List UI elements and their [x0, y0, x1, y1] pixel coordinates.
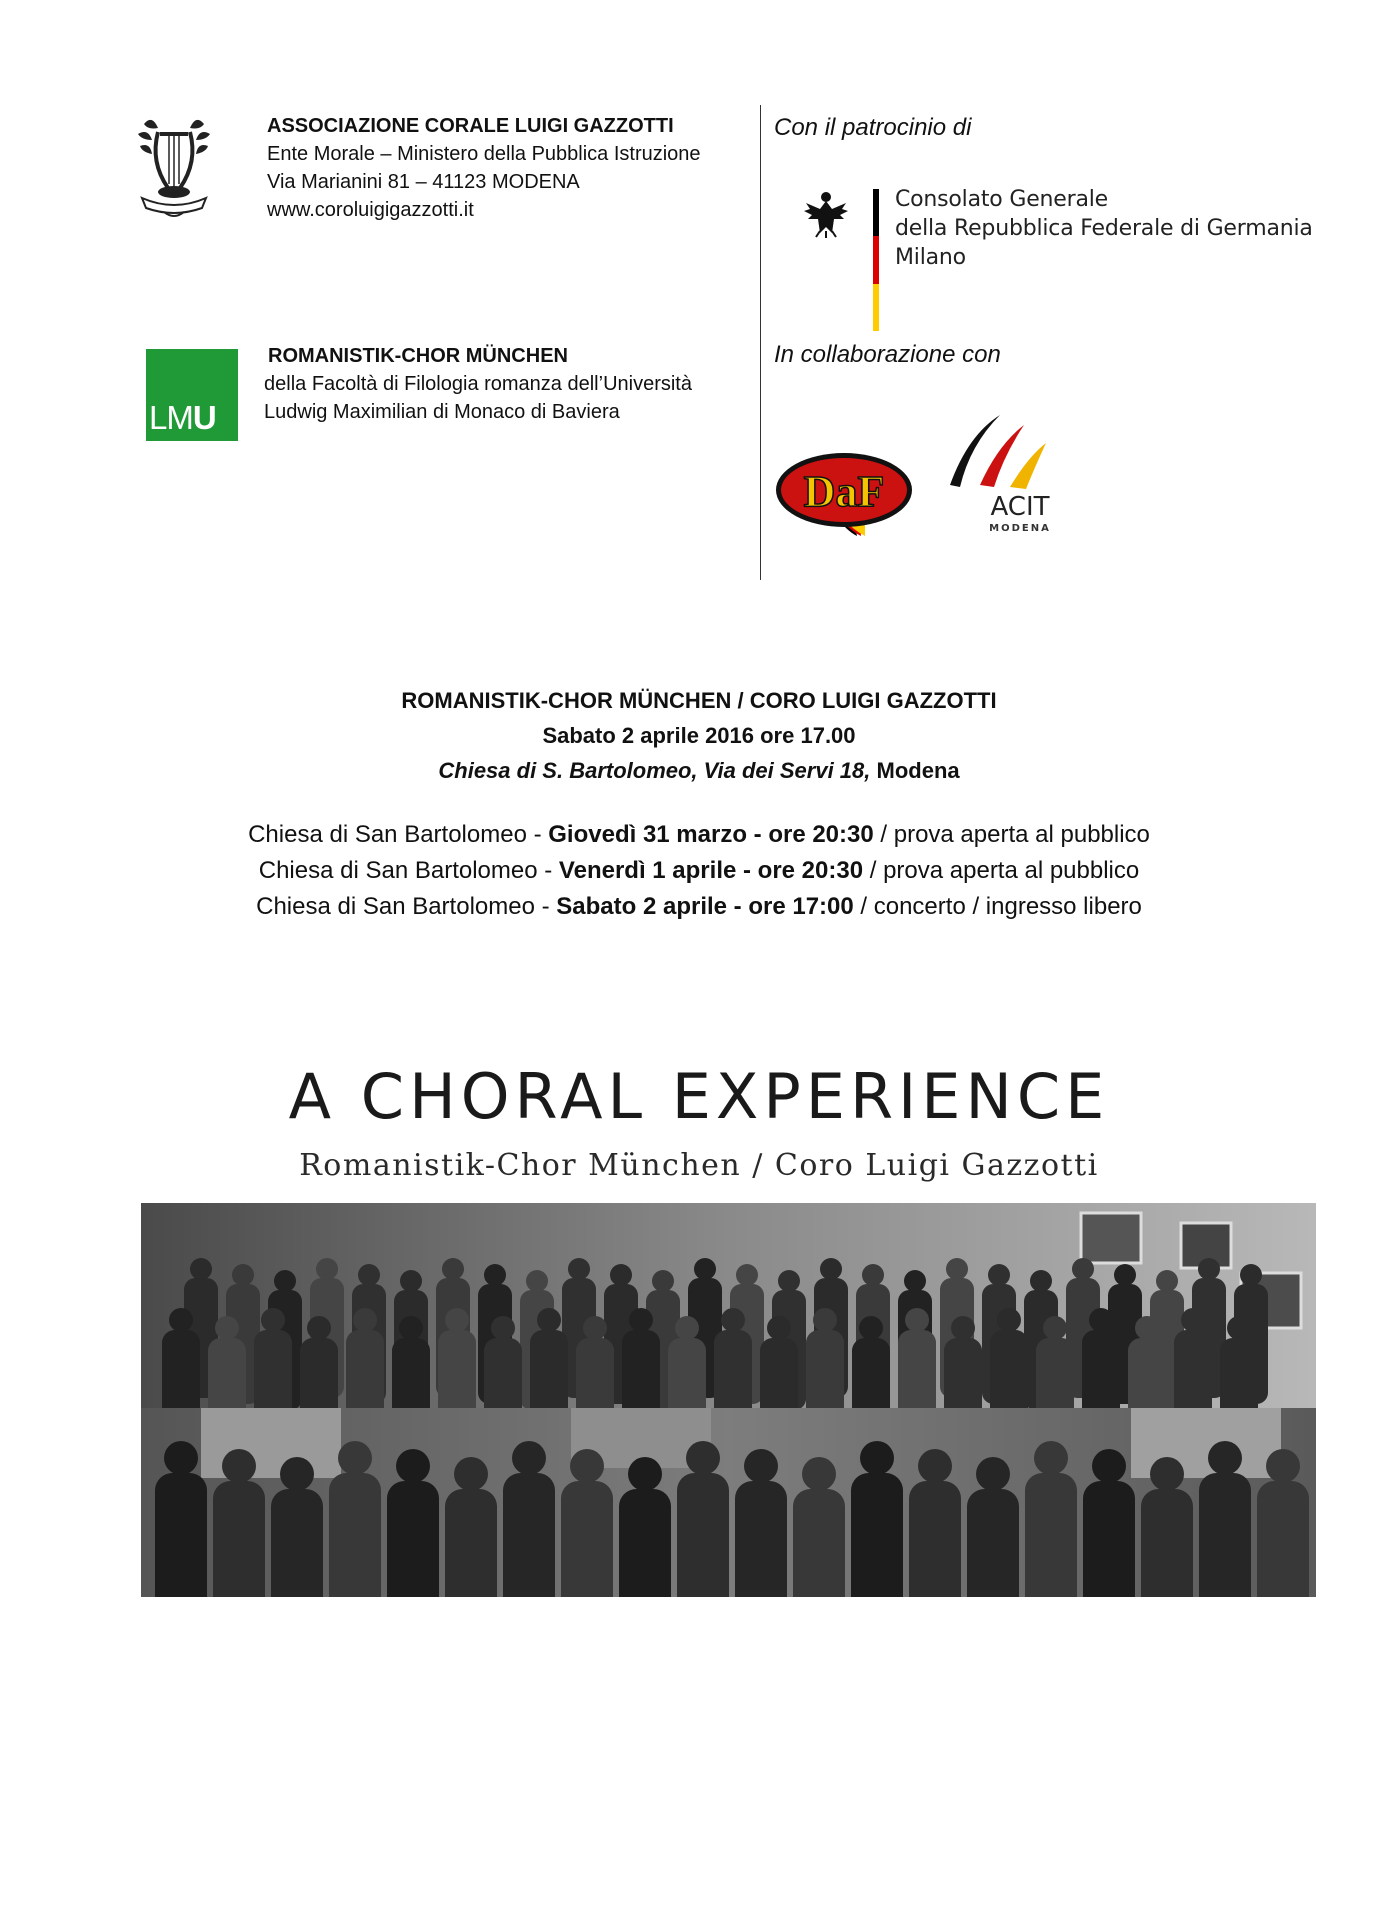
event-venue-address: Chiesa di S. Bartolomeo, Via dei Servi 18,	[438, 758, 871, 783]
vertical-divider	[760, 105, 761, 580]
schedule-item: Chiesa di San Bartolomeo - Giovedì 31 marzo - ore 20:30 / prova aperta al pubblico	[248, 821, 1150, 848]
consolato-line2: della Repubblica Federale di Germania	[895, 216, 1313, 241]
event-date: Sabato 2 aprile 2016 ore 17.00	[542, 723, 856, 748]
event-block	[0, 683, 1398, 788]
daf-logo	[773, 450, 915, 542]
acit-logo	[940, 405, 1070, 535]
consolato-block	[895, 185, 1313, 272]
schedule-item: Chiesa di San Bartolomeo - Venerdì 1 aprile - ore 20:30 / prova aperta al pubblico	[258, 857, 1140, 884]
event-venue-city: Modena	[870, 758, 960, 783]
choral-subtitle: Romanistik-Chor München / Coro Luigi Gazzotti	[299, 1148, 1099, 1183]
association-block	[267, 112, 701, 224]
choral-title: A CHORAL EXPERIENCE	[288, 1060, 1110, 1133]
acit-logo-text: ACIT	[990, 492, 1050, 522]
event-headline: ROMANISTIK-CHOR MÜNCHEN / CORO LUIGI GAZZOTTI	[401, 688, 997, 713]
romanistik-line1: della Facoltà di Filologia romanza dell’Università	[264, 373, 692, 395]
lmu-logo-text-light: LM	[149, 399, 193, 436]
association-line1: Ente Morale – Ministero della Pubblica Istruzione	[267, 143, 701, 165]
romanistik-block	[264, 342, 692, 426]
consolato-line1: Consolato Generale	[895, 187, 1108, 212]
romanistik-line2: Ludwig Maximilian di Monaco di Baviera	[264, 401, 620, 423]
event-venue	[0, 753, 1398, 788]
association-address: Via Marianini 81 – 41123 MODENA	[267, 171, 580, 193]
lmu-logo-text-bold: U	[192, 399, 216, 436]
schedule-item: Chiesa di San Bartolomeo - Sabato 2 aprile - ore 17:00 / concerto / ingresso libero	[256, 893, 1142, 920]
choir-photo	[141, 1203, 1316, 1597]
daf-logo-text: DaF	[803, 467, 885, 516]
romanistik-name: ROMANISTIK-CHOR MÜNCHEN	[268, 345, 568, 367]
schedule-list	[0, 817, 1398, 925]
consolato-line3: Milano	[895, 245, 966, 270]
eagle-icon	[800, 187, 852, 239]
collaboration-heading: In collaborazione con	[774, 341, 1001, 368]
association-name: ASSOCIAZIONE CORALE LUIGI GAZZOTTI	[267, 115, 674, 137]
lmu-logo	[146, 349, 238, 441]
lyre-logo	[134, 112, 214, 220]
patronage-heading: Con il patrocinio di	[774, 114, 972, 141]
acit-logo-sub: MODENA	[989, 523, 1051, 534]
german-flag-bar	[873, 189, 879, 331]
association-website[interactable]: www.coroluigigazzotti.it	[267, 199, 474, 221]
